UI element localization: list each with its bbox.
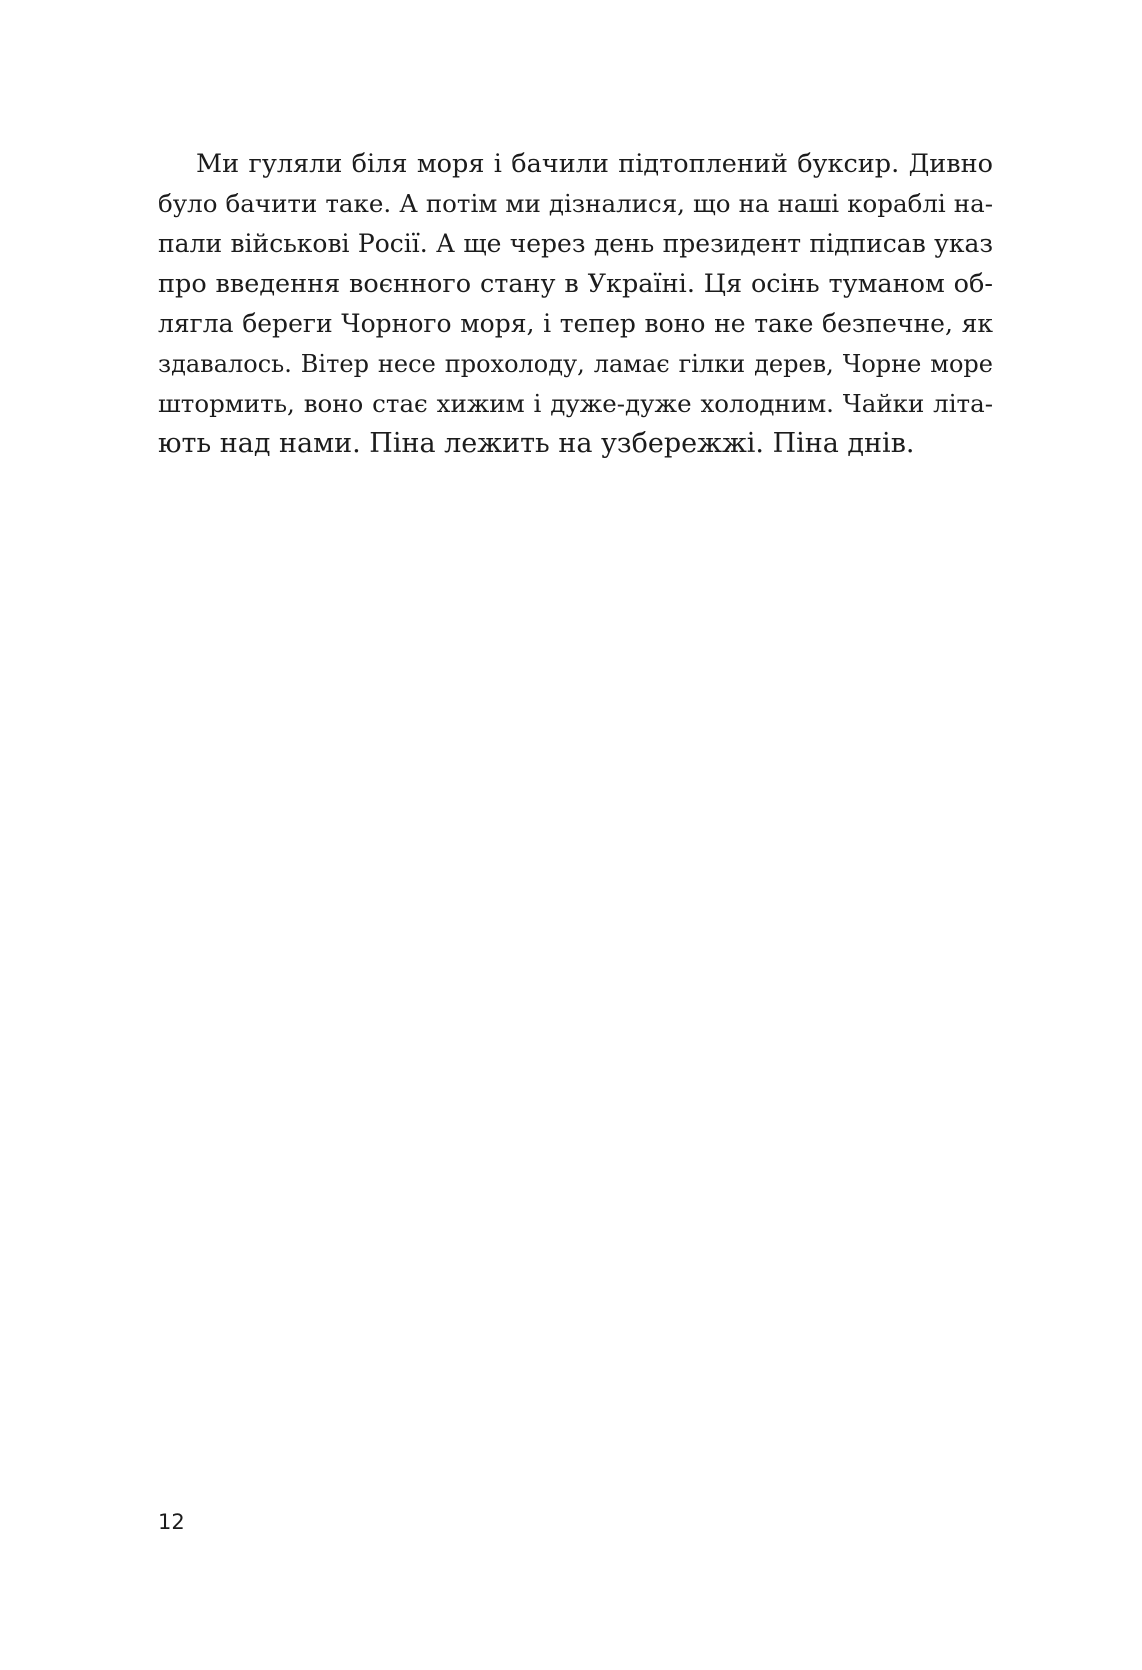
- paragraph-line: про введення воєнного стану в Україні. Ця осінь туманом об-: [158, 269, 993, 299]
- paragraph-line: пали військові Росії. А ще через день президент підписав указ: [158, 229, 993, 258]
- paragraph-line: ють над нами. Піна лежить на узбережжі. Піна днів.: [158, 428, 915, 459]
- page-number: 12: [158, 1510, 185, 1534]
- paragraph-line: здавалось. Вітер несе прохолоду, ламає гілки дерев, Чорне море: [158, 350, 993, 378]
- paragraph-line: Ми гуляли біля моря і бачили підтоплений буксир. Дивно: [196, 149, 993, 179]
- paragraph-line: лягла береги Чорного моря, і тепер воно не таке безпечне, як: [158, 309, 993, 338]
- body-paragraph: [158, 144, 993, 464]
- paragraph-line: було бачити таке. А потім ми дізналися, що на наші кораблі на-: [158, 189, 993, 218]
- paragraph-line: штормить, воно стає хижим і дуже-дуже холодним. Чайки літа-: [158, 389, 993, 418]
